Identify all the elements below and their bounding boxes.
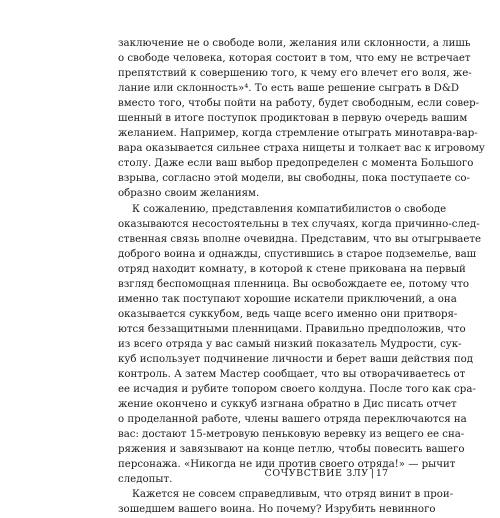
text-line: заключение не о свободе воли, желания или склонности, а лишь xyxy=(118,38,471,49)
text-line: ственная связь вполне очевидна. Представим, что вы отыгрываете xyxy=(118,233,482,245)
text-line: оказывается суккубом, ведь чаще всего именно они притворя- xyxy=(118,308,458,320)
text-line: из всего отряда у вас самый низкий показатель Мудрости, сук- xyxy=(118,338,462,350)
text-line: оказываются несостоятельны в тех случаях, когда причинно-след- xyxy=(118,218,480,230)
text-line: вас: достают 15-метровую пеньковую веревку из вещего ее сна- xyxy=(118,429,465,441)
text-line: отряд находит комнату, в которой к стене прикована на первый xyxy=(118,263,466,275)
text-line: доброго воина и однажды, спустившись в старое подземелье, ваш xyxy=(118,248,477,260)
page-number: 17 xyxy=(375,468,388,479)
text-line: ее исчадия и рубите топором своего колдуна. После того как сра- xyxy=(118,384,476,396)
text-line: ряжения и завязывают на конце петлю, чтобы повесить вашего xyxy=(118,444,465,456)
text-line: желанием. Например, когда стремление отыграть минотавра-вар- xyxy=(118,128,478,140)
running-title: СОЧУВСТВИЕ ЗЛУ xyxy=(264,468,369,479)
footer-separator: | xyxy=(370,468,374,479)
text-line: столу. Даже если ваш выбор предопределен с момента Большого xyxy=(118,158,474,170)
text-line: взгляд беспомощная пленница. Вы освобождаете ее, потому что xyxy=(118,278,469,290)
text-line: следопыт. xyxy=(118,474,173,486)
text-line: лание или склонность»⁴. То есть ваше решение сыграть в D&D xyxy=(118,83,460,95)
text-line: препятствий к совершению того, к чему его влечет его воля, же- xyxy=(118,68,472,80)
text-line: вара оказывается сильнее страха нищеты и толкает вас к игровому xyxy=(118,143,485,155)
text-line: Кажется не совсем справедливым, что отряд винит в прои- xyxy=(132,489,454,501)
text-line: именно так поступают хорошие искатели приключений, а она xyxy=(118,293,457,305)
text-line: шенный в итоге поступок продиктован в первую очередь вашим xyxy=(118,113,468,125)
text-line: о проделанной работе, члены вашего отряда переключаются на xyxy=(118,414,467,426)
text-line: взрыва, согласно этой модели, вы свободны, пока поступаете со- xyxy=(118,173,470,185)
body-text xyxy=(118,36,485,518)
text-line: вместо того, чтобы пойти на работу, будет свободным, если совер- xyxy=(118,98,480,110)
text-line: зошедшем вашего воина. Но почему? Изрубить невинного xyxy=(118,504,436,516)
text-line: контроль. А затем Мастер сообщает, что вы отворачиваетесь от xyxy=(118,369,466,381)
text-line: о свободе человека, которая состоит в том, что ему не встречает xyxy=(118,53,471,65)
text-line: К сожалению, представления компатибилистов о свободе xyxy=(132,203,447,215)
text-line: куб использует подчинение личности и берет ваши действия под xyxy=(118,353,474,365)
page-footer xyxy=(118,468,388,479)
text-line: ются беззащитными пленницами. Правильно предположив, что xyxy=(118,323,466,335)
text-line: персонажа. «Никогда не иди против своего отряда!» — рычит xyxy=(118,459,456,471)
text-line: образно своим желаниям. xyxy=(118,188,260,200)
text-line: жение окончено и суккуб изгнана обратно в Дис писать отчет xyxy=(118,399,457,411)
